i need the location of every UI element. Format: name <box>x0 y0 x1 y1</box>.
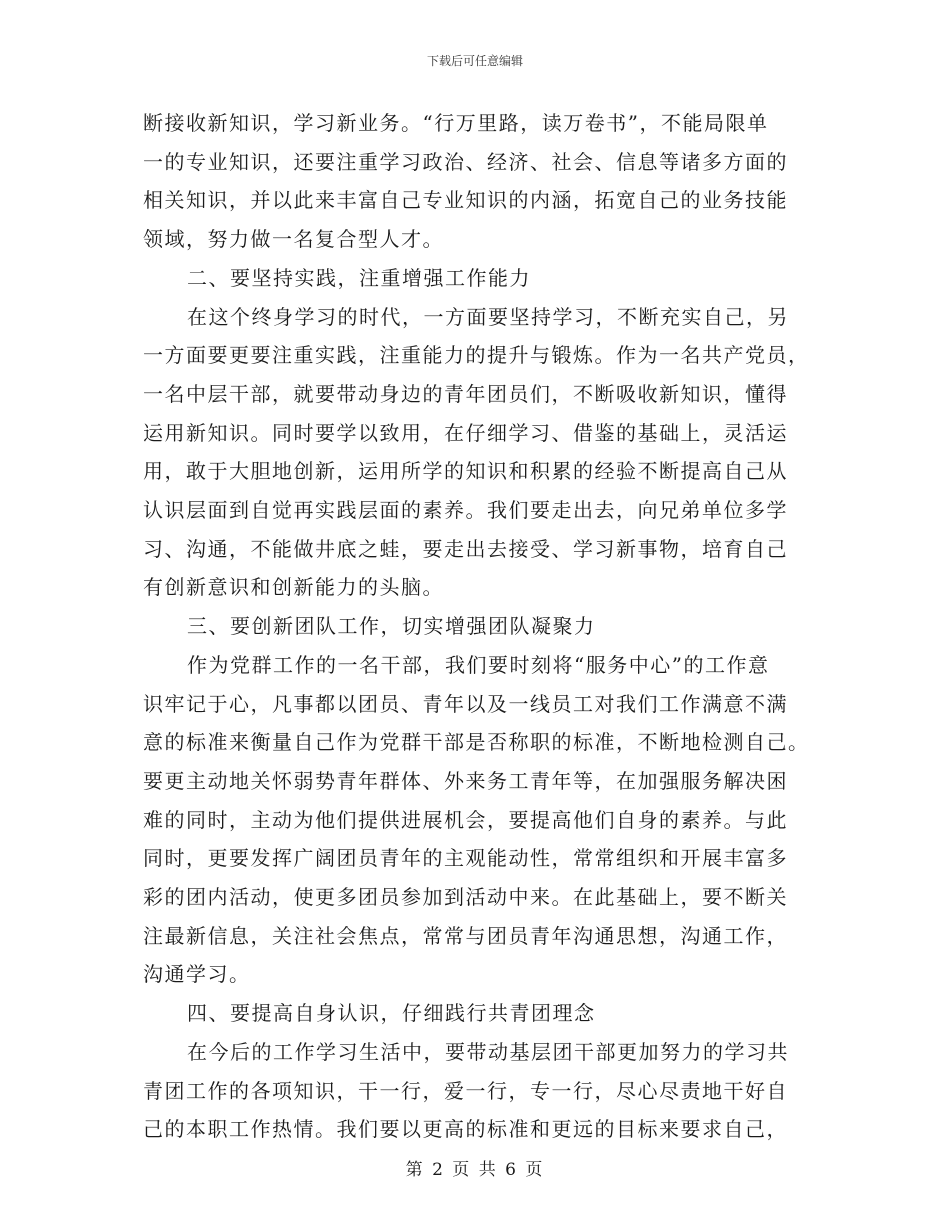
text-line: 意的标准来衡量自己作为党群干部是否称职的标准，不断地检测自己。 <box>143 730 810 755</box>
text-line: 一的专业知识，还要注重学习政治、经济、社会、信息等诸多方面的 <box>143 149 788 174</box>
page-footer: 第 2 页 共 6 页 <box>405 1160 545 1180</box>
text-line: 难的同时，主动为他们提供进展机会，要提高他们自身的素养。与此 <box>143 807 788 832</box>
text-line: 彩的团内活动，使更多团员参加到活动中来。在此基础上，要不断关 <box>143 885 788 910</box>
text-line: 用，敢于大胆地创新，运用所学的知识和积累的经验不断提高自己从 <box>143 459 788 484</box>
text-line: 一方面要更要注重实践，注重能力的提升与锻炼。作为一名共产党员， <box>143 343 810 368</box>
text-line: 要更主动地关怀弱势青年群体、外来务工青年等，在加强服务解决困 <box>143 768 788 793</box>
text-line: 在这个终身学习的时代，一方面要坚持学习，不断充实自己，另 <box>187 304 789 329</box>
text-line: 作为党群工作的一名干部，我们要时刻将“服务中心”的工作意 <box>187 652 770 677</box>
text-line: 断接收新知识，学习新业务。“行万里路，读万卷书”，不能局限单 <box>143 111 769 135</box>
text-line: 习、沟通，不能做井底之蛙，要走出去接受、学习新事物，培育自己 <box>143 536 788 561</box>
text-line: 认识层面到自觉再实践层面的素养。我们要走出去，向兄弟单位多学 <box>143 498 788 523</box>
text-line: 在今后的工作学习生活中，要带动基层团干部更加努力的学习共 <box>187 1039 789 1064</box>
text-line: 注最新信息，关注社会焦点，常常与团员青年沟通思想，沟通工作， <box>143 923 788 948</box>
text-line: 沟通学习。 <box>143 962 251 987</box>
text-line: 一名中层干部，就要带动身边的青年团员们，不断吸收新知识，懂得 <box>143 381 788 406</box>
page-header: 下载后可任意编辑 <box>426 54 523 68</box>
text-line: 相关知识，并以此来丰富自己专业知识的内涵，拓宽自己的业务技能 <box>143 188 788 213</box>
text-line: 同时，更要发挥广阔团员青年的主观能动性，常常组织和开展丰富多 <box>143 846 788 871</box>
text-line: 青团工作的各项知识，干一行，爱一行，专一行，尽心尽责地干好自 <box>143 1078 788 1103</box>
document-body <box>143 104 810 1149</box>
text-line: 识牢记于心，凡事都以团员、青年以及一线员工对我们工作满意不满 <box>143 691 788 716</box>
text-line: 有创新意识和创新能力的头脑。 <box>143 575 444 600</box>
section-heading-2: 二、要坚持实践，注重增强工作能力 <box>187 265 531 290</box>
section-heading-4: 四、要提高自身认识，仔细践行共青团理念 <box>187 1001 596 1026</box>
text-line: 己的本职工作热情。我们要以更高的标准和更远的目标来要求自己， <box>143 1117 788 1142</box>
text-line: 运用新知识。同时要学以致用，在仔细学习、借鉴的基础上，灵活运 <box>143 420 788 445</box>
section-heading-3: 三、要创新团队工作，切实增强团队凝聚力 <box>187 614 596 639</box>
text-line: 领域，努力做一名复合型人才。 <box>143 227 444 252</box>
